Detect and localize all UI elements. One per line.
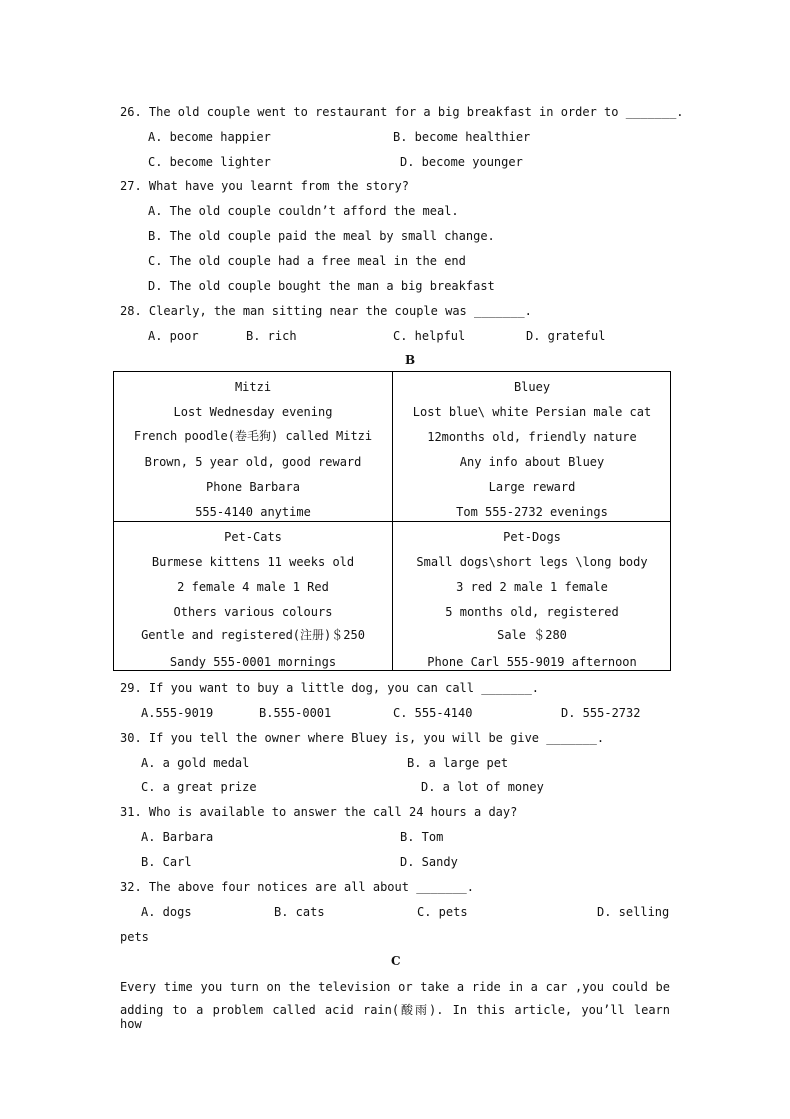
q29-option-a: A.555-9019 <box>141 706 214 720</box>
notice-line: Any info about Bluey <box>459 455 605 469</box>
notice-title: Bluey <box>513 380 551 394</box>
q27-option-a: A. The old couple couldn’t afford the meal. <box>148 204 459 218</box>
q26-option-b: B. become healthier <box>393 130 531 144</box>
q32-option-b: B. cats <box>274 905 325 919</box>
notice-title: Pet-Dogs <box>503 530 561 544</box>
q28-option-d: D. grateful <box>526 329 606 343</box>
notice-title: Pet-Cats <box>224 530 282 544</box>
q32-stem: 32. The above four notices are all about _______. <box>120 880 475 894</box>
q29-option-b: B.555-0001 <box>259 706 332 720</box>
q27-stem: 27. What have you learnt from the story? <box>120 179 409 193</box>
notice-line: 2 female 4 male 1 Red <box>177 580 329 594</box>
q32-option-a: A. dogs <box>141 905 192 919</box>
q29-option-c: C. 555-4140 <box>393 706 473 720</box>
notice-line: 555-4140 anytime <box>195 505 311 519</box>
q30-option-c: C. a great prize <box>141 780 257 794</box>
q26-option-c: C. become lighter <box>148 155 271 169</box>
q28-option-c: C. helpful <box>393 329 466 343</box>
q26-option-a: A. become happier <box>148 130 271 144</box>
q28-stem: 28. Clearly, the man sitting near the couple was _______. <box>120 304 532 318</box>
q29-stem: 29. If you want to buy a little dog, you can call _______. <box>120 681 540 695</box>
q32-option-d-wrap: pets <box>120 930 149 944</box>
notice-line: Lost blue\ white Persian male cat <box>412 405 652 419</box>
section-c-heading: C <box>391 954 401 968</box>
q26-option-d: D. become younger <box>400 155 523 169</box>
notice-line: Tom 555-2732 evenings <box>456 505 608 519</box>
q30-option-d: D. a lot of money <box>421 780 544 794</box>
q31-option-b: B. Tom <box>400 830 444 844</box>
notice-line: Phone Carl 555-9019 afternoon <box>427 655 637 669</box>
notice-line: Brown, 5 year old, good reward <box>144 455 362 469</box>
q32-option-c: C. pets <box>417 905 468 919</box>
q27-option-c: C. The old couple had a free meal in the end <box>148 254 466 268</box>
notice-line: 12months old, friendly nature <box>427 430 637 444</box>
passage-c-line-2: adding to a problem called acid rain(酸雨). In this article, you’ll learn how <box>120 1003 670 1031</box>
notice-line: Burmese kittens 11 weeks old <box>151 555 355 569</box>
notice-line: Sandy 555-0001 mornings <box>169 655 337 669</box>
q30-option-b: B. a large pet <box>407 756 509 770</box>
notice-line: Small dogs\short legs \long body <box>416 555 648 569</box>
notice-line: Phone Barbara <box>206 480 300 494</box>
table-divider-horizontal <box>114 521 670 522</box>
q27-option-b: B. The old couple paid the meal by small change. <box>148 229 495 243</box>
section-b-heading: B <box>405 353 416 367</box>
q26-stem: 26. The old couple went to restaurant for a big breakfast in order to _______. <box>120 105 684 119</box>
notice-line: 3 red 2 male 1 female <box>456 580 608 594</box>
q32-option-d: D. selling <box>597 905 670 919</box>
notice-line: Sale ＄280 <box>497 628 567 642</box>
passage-c-line-1: Every time you turn on the television or take a ride in a car ,you could be <box>120 980 670 994</box>
notice-line: Lost Wednesday evening <box>173 405 333 419</box>
q30-stem: 30. If you tell the owner where Bluey is, you will be give _______. <box>120 731 605 745</box>
notice-line: Others various colours <box>173 605 333 619</box>
notice-line: Gentle and registered(注册)＄250 <box>141 628 365 642</box>
notice-line: French poodle(卷毛狗) called Mitzi <box>133 429 373 443</box>
q31-option-a: A. Barbara <box>141 830 214 844</box>
q29-option-d: D. 555-2732 <box>561 706 641 720</box>
q27-option-d: D. The old couple bought the man a big breakfast <box>148 279 495 293</box>
q28-option-b: B. rich <box>246 329 297 343</box>
notice-title: Mitzi <box>234 380 272 394</box>
q28-option-a: A. poor <box>148 329 199 343</box>
notice-line: 5 months old, registered <box>445 605 619 619</box>
q31-option-d: D. Sandy <box>400 855 458 869</box>
q31-stem: 31. Who is available to answer the call 24 hours a day? <box>120 805 518 819</box>
q31-option-c: B. Carl <box>141 855 192 869</box>
q30-option-a: A. a gold medal <box>141 756 250 770</box>
notice-line: Large reward <box>488 480 576 494</box>
notices-table <box>113 371 671 671</box>
